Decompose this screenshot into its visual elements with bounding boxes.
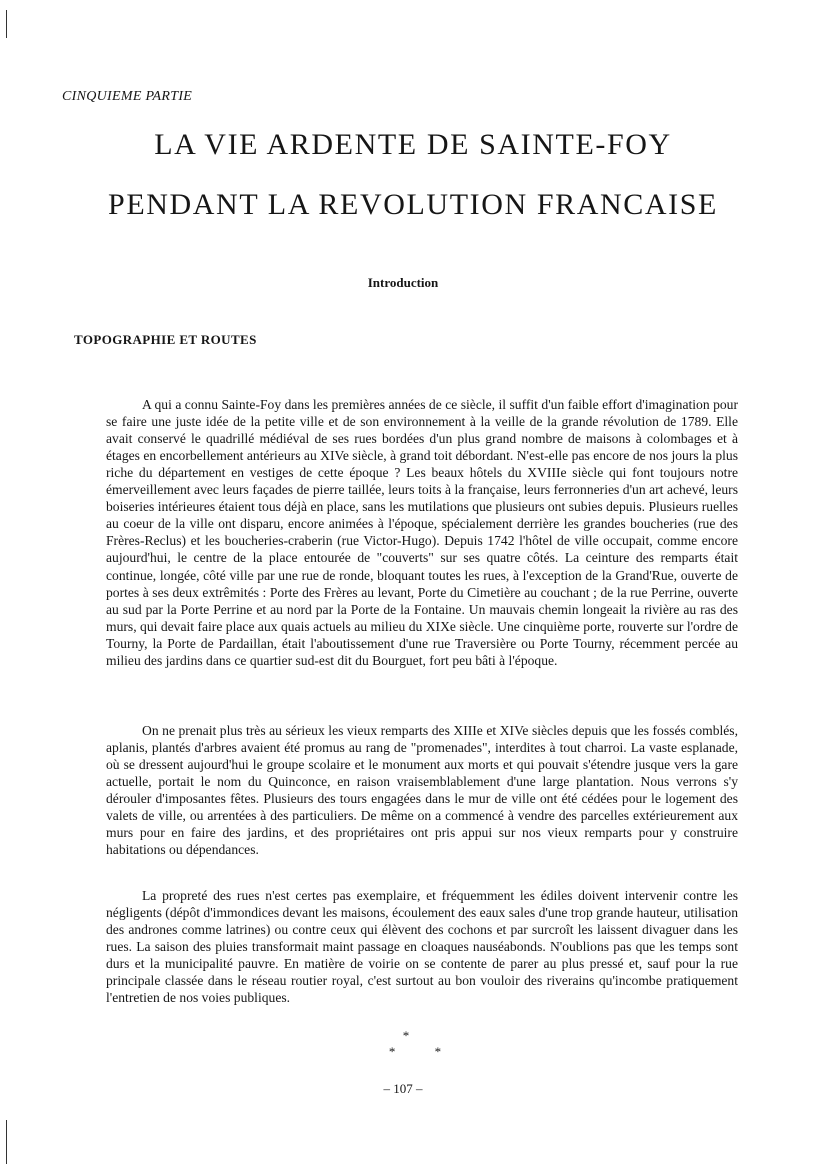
body-paragraph-3: La propreté des rues n'est certes pas exemplaire, et fréquemment les édiles doivent intervenir contre les négligents (dépôt d'immondices devant les maisons, écoulement des eaux sales d'une trop grande hauteur, utilisation des andrones comme latrines) ou contre ceux qui élèvent des cochons et par surcroît les laissent divaguer dans les rues. La saison des pluies transformait maint passage en cloaques nauséabonds. N'oublions pas que les temps sont durs et la municipalité pauvre. En matière de voirie on se contente de parer au plus pressé et, sauf pour la rue principale classée dans le réseau routier royal, c'est surtout au bon vouloir des riverains qu'incombe pratiquement l'entretien de nos voies publiques.	[106, 887, 738, 1006]
scan-edge-mark-bottom	[6, 1120, 7, 1164]
asterism-bottom: * *	[388, 1044, 460, 1059]
body-paragraph-2: On ne prenait plus très au sérieux les vieux remparts des XIIIe et XIVe siècles depuis que les fossés comblés, aplanis, plantés d'arbres avaient été promus au rang de "promenades", interdites à tout charroi. La vaste esplanade, où se dressent aujourd'hui le groupe scolaire et le monument aux morts et qui pouvait s'étendre jusque vers la gare actuelle, portait le nom du Quinconce, en raison vraisemblablement d'une large plantation. Nous verrons s'y dérouler d'imposantes fêtes. Plusieurs des tours engagées dans le mur de ville ont été cédées pour le logement des valets de ville, ou arrentées à des particuliers. De même on a commencé à vendre des parcelles extérieurement aux murs pour en faire des jardins, et des propriétaires ont pris appui sur nos vieux remparts pour y construire habitations ou dépendances.	[106, 722, 738, 858]
section-heading: TOPOGRAPHIE ET ROUTES	[74, 332, 257, 347]
body-paragraph-1: A qui a connu Sainte-Foy dans les premières années de ce siècle, il suffit d'un faible effort d'imagination pour se faire une juste idée de la petite ville et de son environnement à la veille de la grande révolution de 1789. Elle avait conservé le quadrillé médiéval de ses rues bordées d'un plus grand nombre de maisons à colombages et à étages en encorbellement antérieurs au XIVe siècle, à grand toit débordant. N'est-elle pas encore de nos jours la plus riche du département en vestiges de cette époque ? Les beaux hôtels du XVIIIe siècle qui font toujours notre émerveillement avec leurs façades de pierre taillée, leurs toits à la française, leurs ferronneries d'un art achevé, leurs boiseries intérieures étaient tous déjà en place, sans les mutilations que plusieurs ont subies depuis. Plusieurs ruelles au coeur de la ville ont disparu, encore animées à l'époque, spécialement derrière les grandes boucheries (rue des Frères-Reclus) et les boucheries-craberin (rue Victor-Hugo). Depuis 1742 l'hôtel de ville occupait, comme encore aujourd'hui, le centre de la place entourée de "couverts" sur ses quatre côtés. La ceinture des remparts était continue, longée, côté ville par une rue de ronde, bloquant toutes les rues, à l'exception de la Grand'Rue, ouverte de portes à ses deux extrêmités : Porte des Frères au levant, Porte du Cimetière au couchant ; de la rue Perrine, ouverte au sud par la Porte Perrine et au nord par la Porte de la Fontaine. Un mauvais chemin longeait la rivière au ras des murs, qui devait faire place aux quais actuels au milieu du XIXe siècle. Une cinquième porte, rouverte sur l'ordre de Tourny, la Porte de Pardaillan, était l'aboutissement d'une rue Traversière ou Porte Tourny, récemment percée au milieu des jardins dans ce quartier sud-est dit du Bourguet, fort peu bâti à l'époque.	[106, 396, 738, 668]
scan-edge-mark-top	[6, 10, 7, 38]
chapter-title-line-2: PENDANT LA REVOLUTION FRANCAISE	[108, 188, 718, 221]
asterism-top: *	[402, 1028, 410, 1043]
introduction-heading: Introduction	[367, 275, 439, 290]
part-label: CINQUIEME PARTIE	[62, 89, 193, 104]
chapter-title-line-1: LA VIE ARDENTE DE SAINTE-FOY	[154, 128, 672, 161]
page-number: – 107 –	[383, 1081, 423, 1096]
